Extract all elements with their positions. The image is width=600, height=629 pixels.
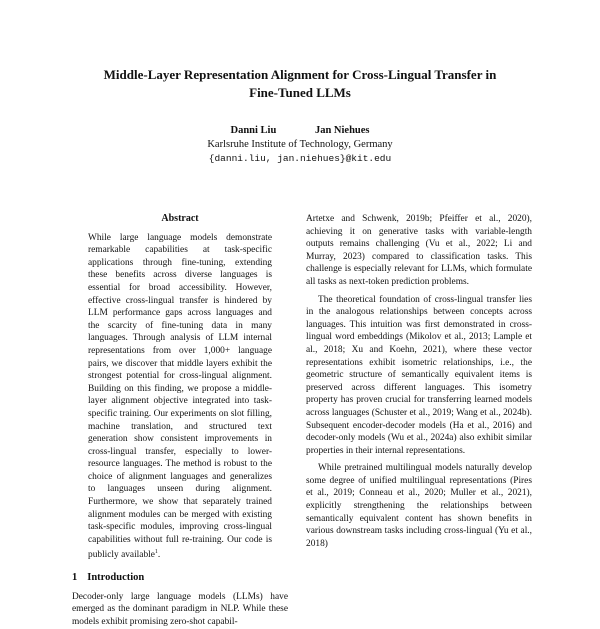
section-number: 1 <box>72 572 78 584</box>
title-line-2: Fine-Tuned LLMs <box>249 85 351 100</box>
abstract-heading: Abstract <box>161 213 199 224</box>
intro-paragraph: Decoder-only large language models (LLMs) have emerged as the dominant paradigm in NLP. While these models exhibit promising zero-shot capabil- <box>72 591 288 627</box>
right-column <box>306 213 532 555</box>
section-heading-introduction <box>72 572 288 585</box>
footnote-mark[interactable]: 1 <box>154 549 158 556</box>
author-1: Danni Liu <box>230 125 277 136</box>
affiliation: Karlsruhe Institute of Technology, Germany <box>207 139 393 150</box>
right-paragraph-3: While pretrained multilingual models naturally develop some degree of unified multilingual representations (Pires et al., 2019; Conneau et al., 2020; Muller et al., 2021), explicitly strengthening the relationships between semantically equivalent content has shown benefits in various downstream tasks including cross-lingual (Yu et al., 2018) <box>306 463 532 549</box>
title-line-1: Middle-Layer Representation Alignment for Cross-Lingual Transfer in <box>103 67 497 82</box>
paper-title <box>40 66 560 102</box>
abstract-body <box>88 232 272 563</box>
section-title: Introduction <box>87 572 145 584</box>
right-paragraph-1: Artetxe and Schwenk, 2019b; Pfeiffer et al., 2020), achieving it on generative tasks with variable-length outputs remains challenging (Vu et al., 2022; Li and Murray, 2023) compared to classification tasks. This challenge is especially relevant for LLMs, which formulate all tasks as next-token prediction problems. <box>306 214 532 287</box>
right-paragraph-2: The theoretical foundation of cross-lingual transfer lies in the analogous relationships between concepts across languages. This intuition was first demonstrated in cross-lingual word embeddings (Mikolov et al., 2013; Lample et al., 2018; Xu and Koehn, 2021), where these vector representations exhibit isometric relationships, i.e., the geometric structure of semantically equivalent items is preserved across different languages. This isometry property has proven crucial for transferring learned models across languages (Schuster et al., 2019; Wang et al., 2024b). Subsequent encoder-decoder models (Ha et al., 2016) and decoder-only models (Wu et al., 2024a) also exhibit similar properties in their internal representations. <box>306 294 532 456</box>
author-email: {danni.liu, jan.niehues}@kit.edu <box>208 153 392 164</box>
author-block <box>40 124 560 166</box>
author-names <box>40 124 560 138</box>
left-column <box>72 213 288 629</box>
abstract-end: . <box>157 550 161 561</box>
author-2: Jan Niehues <box>314 125 370 136</box>
abstract-text: While large language models demonstrate remarkable capabilities at task-specific applications through fine-tuning, extending these benefits across diverse languages is essential for broad accessibility. However, effective cross-lingual transfer is hindered by LLM performance gaps across languages and the scarcity of fine-tuning data in many languages. Through analysis of LLM internal representations from over 1,000+ language pairs, we discover that middle layers exhibit the strongest potential for cross-lingual alignment. Building on this finding, we propose a middle-layer alignment objective integrated into task-specific training. Our experiments on slot filling, machine translation, and structured text generation show consistent improvements in cross-lingual transfer, especially to lower-resource languages. The method is robust to the choice of alignment languages and generalizes to languages unseen during alignment. Furthermore, we show that separately trained alignment modules can be merged with existing task-specific modules, improving cross-lingual capabilities without full re-training. Our code is publicly available <box>88 232 272 561</box>
